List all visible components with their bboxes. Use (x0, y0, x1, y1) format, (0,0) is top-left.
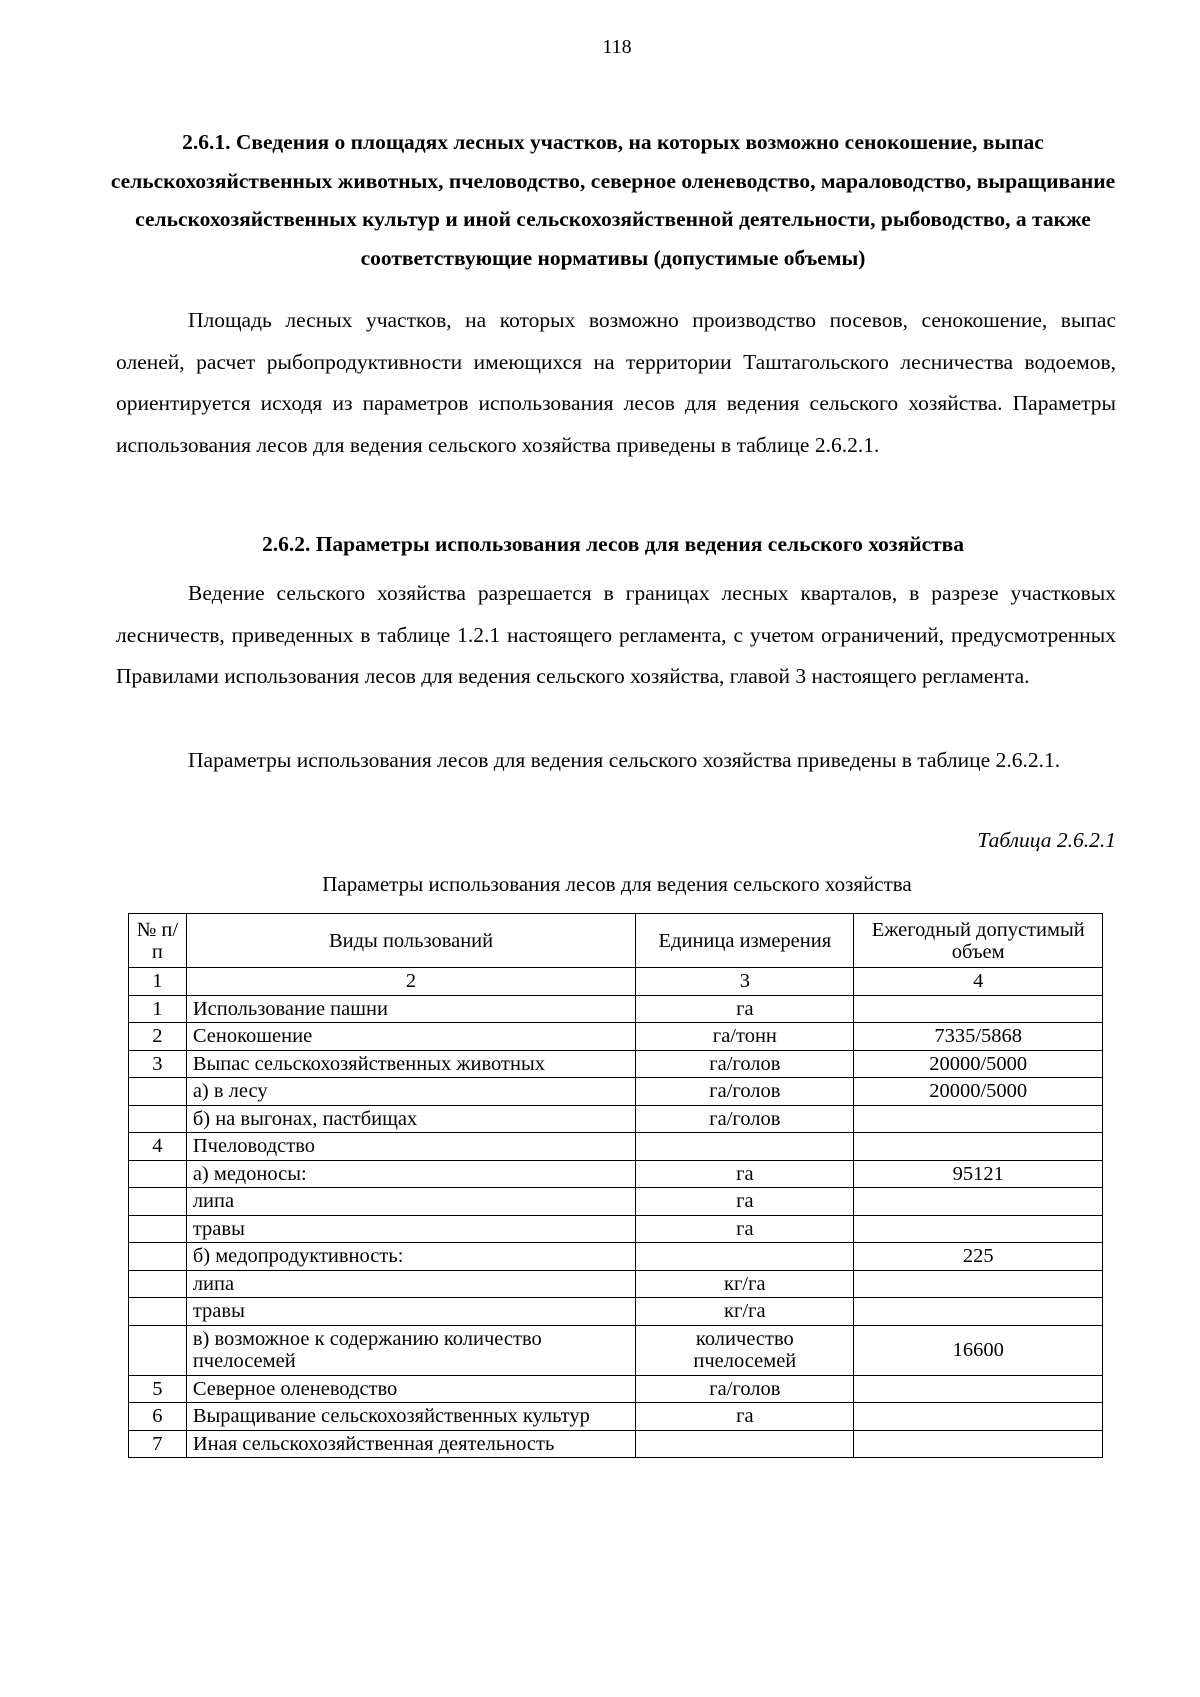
table-row (129, 1078, 1103, 1106)
cell-number (129, 1078, 187, 1106)
header-unit: Единица измерения (636, 914, 854, 968)
cell-unit: га (636, 1403, 854, 1431)
cell-usage-type: а) в лесу (186, 1078, 635, 1106)
cell-number (129, 1160, 187, 1188)
table-row (129, 1023, 1103, 1051)
cell-number (129, 1188, 187, 1216)
cell-usage-type: Сенокошение (186, 1023, 635, 1051)
cell-usage-type: б) на выгонах, пастбищах (186, 1105, 635, 1133)
table-row (129, 1215, 1103, 1243)
cell-usage-type: травы (186, 1298, 635, 1326)
cell-number: 5 (129, 1375, 187, 1403)
cell-unit: га (636, 1160, 854, 1188)
cell-volume: 225 (854, 1243, 1103, 1271)
table-label: Таблица 2.6.2.1 (977, 828, 1116, 852)
column-number: 1 (129, 968, 187, 996)
table-row (129, 1270, 1103, 1298)
column-number: 4 (854, 968, 1103, 996)
cell-unit: количество пчелосемей (636, 1325, 854, 1375)
table-row (129, 1243, 1103, 1271)
cell-unit: га/тонн (636, 1023, 854, 1051)
cell-usage-type: Выращивание сельскохозяйственных культур (186, 1403, 635, 1431)
cell-number: 2 (129, 1023, 187, 1051)
cell-volume (854, 1188, 1103, 1216)
table-header-row (129, 914, 1103, 968)
cell-volume: 20000/5000 (854, 1050, 1103, 1078)
cell-unit (636, 1133, 854, 1161)
cell-usage-type: Выпас сельскохозяйственных животных (186, 1050, 635, 1078)
parameters-table (128, 913, 1103, 1458)
header-number: № п/п (129, 914, 187, 968)
table-row (129, 1050, 1103, 1078)
cell-usage-type: Использование пашни (186, 995, 635, 1023)
cell-volume (854, 1403, 1103, 1431)
cell-usage-type: Северное оленеводство (186, 1375, 635, 1403)
cell-volume (854, 1298, 1103, 1326)
table-row (129, 1375, 1103, 1403)
table-row (129, 1133, 1103, 1161)
cell-usage-type: в) возможное к содержанию количество пчелосемей (186, 1325, 635, 1375)
table-row (129, 1298, 1103, 1326)
cell-unit: га (636, 1215, 854, 1243)
column-number: 3 (636, 968, 854, 996)
cell-unit: га/голов (636, 1078, 854, 1106)
cell-usage-type: липа (186, 1270, 635, 1298)
cell-unit: кг/га (636, 1270, 854, 1298)
cell-volume: 95121 (854, 1160, 1103, 1188)
cell-number: 1 (129, 995, 187, 1023)
cell-number: 7 (129, 1430, 187, 1458)
cell-number: 4 (129, 1133, 187, 1161)
cell-number (129, 1325, 187, 1375)
table-row (129, 1403, 1103, 1431)
table-row (129, 1325, 1103, 1375)
cell-volume: 7335/5868 (854, 1023, 1103, 1051)
cell-number (129, 1243, 187, 1271)
cell-volume (854, 1215, 1103, 1243)
cell-usage-type: б) медопродуктивность: (186, 1243, 635, 1271)
cell-usage-type: травы (186, 1215, 635, 1243)
table-row (129, 1188, 1103, 1216)
table-column-numbers-row (129, 968, 1103, 996)
section-heading-2-6-1: 2.6.1. Сведения о площадях лесных участков, на которых возможно сенокошение, выпас сельскохозяйственных животных, пчеловодство, северное оленеводство, мараловодство, выращивание сельскохозяйственных культур и иной сельскохозяйственной деятельности, рыбоводство, а также соответствующие нормативы (допустимые объемы) (110, 130, 1116, 270)
page-number: 118 (602, 36, 632, 58)
cell-usage-type: Пчеловодство (186, 1133, 635, 1161)
cell-number: 6 (129, 1403, 187, 1431)
cell-volume (854, 1270, 1103, 1298)
cell-usage-type: Иная сельскохозяйственная деятельность (186, 1430, 635, 1458)
cell-usage-type: липа (186, 1188, 635, 1216)
cell-unit (636, 1243, 854, 1271)
table-row (129, 995, 1103, 1023)
cell-number (129, 1270, 187, 1298)
cell-volume (854, 1133, 1103, 1161)
cell-volume (854, 1430, 1103, 1458)
paragraph-table-reference: Параметры использования лесов для ведения сельского хозяйства приведены в таблице 2.6.2.1. (188, 748, 1061, 772)
header-usage-type: Виды пользований (186, 914, 635, 968)
table-row (129, 1430, 1103, 1458)
cell-unit: кг/га (636, 1298, 854, 1326)
cell-unit: га/голов (636, 1375, 854, 1403)
table-title: Параметры использования лесов для ведения сельского хозяйства (322, 872, 912, 896)
cell-number (129, 1215, 187, 1243)
cell-volume: 16600 (854, 1325, 1103, 1375)
cell-unit: га/голов (636, 1105, 854, 1133)
cell-usage-type: а) медоносы: (186, 1160, 635, 1188)
cell-volume (854, 1105, 1103, 1133)
section-heading-2-6-2: 2.6.2. Параметры использования лесов для ведения сельского хозяйства (261, 532, 965, 556)
paragraph-area-description: Площадь лесных участков, на которых возможно производство посевов, сенокошение, выпас оленей, расчет рыбопродуктивности имеющихся на территории Таштагольского лесничества водоемов, ориентируется исходя из параметров использования лесов для ведения сельского хозяйства. Параметры использования лесов для ведения сельского хозяйства приведены в таблице 2.6.2.1. (116, 308, 1116, 457)
cell-unit (636, 1430, 854, 1458)
header-annual-volume: Ежегодный допустимый объем (854, 914, 1103, 968)
paragraph-agriculture-permission: Ведение сельского хозяйства разрешается в границах лесных кварталов, в разрезе участковых лесничеств, приведенных в таблице 1.2.1 настоящего регламента, с учетом ограничений, предусмотренных Правилами использования лесов для ведения сельского хозяйства, главой 3 настоящего регламента. (116, 581, 1116, 688)
table-row (129, 1105, 1103, 1133)
cell-number (129, 1105, 187, 1133)
cell-volume (854, 1375, 1103, 1403)
cell-number: 3 (129, 1050, 187, 1078)
column-number: 2 (186, 968, 635, 996)
cell-unit: га (636, 1188, 854, 1216)
cell-volume (854, 995, 1103, 1023)
cell-number (129, 1298, 187, 1326)
cell-unit: га/голов (636, 1050, 854, 1078)
table-row (129, 1160, 1103, 1188)
cell-volume: 20000/5000 (854, 1078, 1103, 1106)
cell-unit: га (636, 995, 854, 1023)
